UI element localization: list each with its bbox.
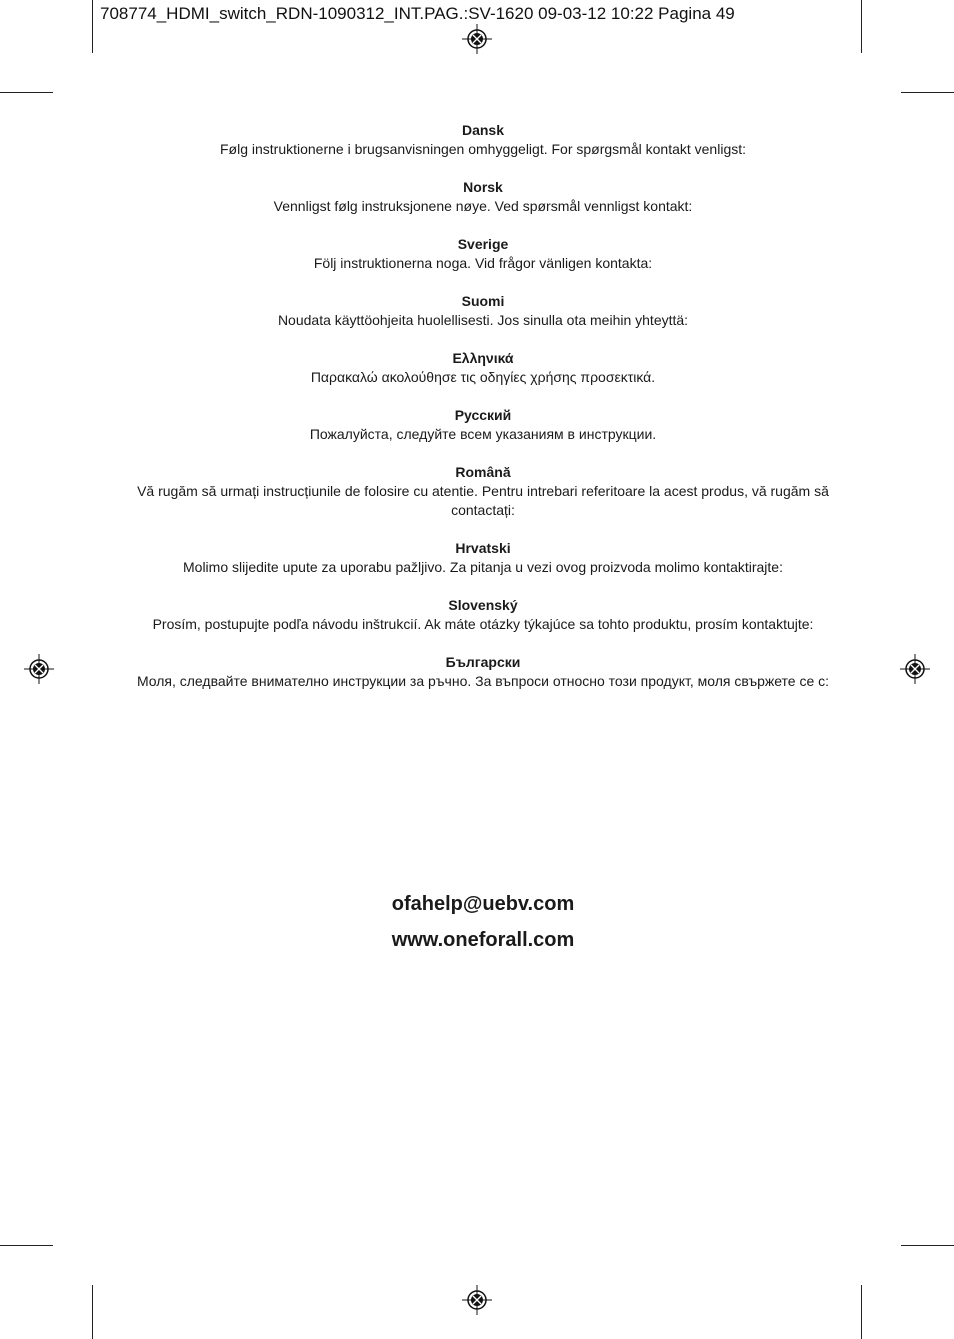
language-text: Пожалуйста, следуйте всем указаниям в инструкции. bbox=[309, 426, 657, 442]
language-instructions bbox=[130, 121, 836, 710]
language-text: Vă rugăm să urmați instrucțiunile de folosire cu atentie. Pentru intrebari referitoare la acest produs, vă rugăm să contactați: bbox=[137, 483, 829, 518]
contact-email: ofahelp@uebv.com bbox=[391, 893, 575, 915]
language-text: Vennligst følg instruksjonene nøye. Ved spørsmål vennligst kontakt: bbox=[273, 198, 693, 214]
language-heading: Русский bbox=[454, 407, 512, 423]
language-heading: Slovenský bbox=[448, 597, 518, 613]
section-bulgarian bbox=[130, 653, 836, 691]
language-heading: Dansk bbox=[461, 122, 505, 138]
language-heading: Hrvatski bbox=[455, 540, 511, 556]
language-heading: Română bbox=[455, 464, 511, 480]
registration-mark-icon bbox=[24, 654, 54, 684]
registration-mark-icon bbox=[900, 654, 930, 684]
language-text: Моля, следвайте внимателно инструкции за ръчно. За въпроси относно този продукт, моля свържете се с: bbox=[136, 673, 830, 689]
crop-mark bbox=[0, 92, 53, 93]
section-slovensky bbox=[130, 596, 836, 634]
language-text: Följ instruktionerna noga. Vid frågor vänligen kontakta: bbox=[313, 255, 653, 271]
language-text: Molimo slijedite upute za uporabu pažljivo. Za pitanja u vezi ovog proizvoda molimo kontaktirajte: bbox=[183, 559, 783, 575]
language-text: Prosím, postupujte podľa návodu inštrukcií. Ak máte otázky týkajúce sa tohto produktu, prosím kontaktujte: bbox=[152, 616, 814, 632]
language-heading: Suomi bbox=[461, 293, 505, 309]
crop-mark bbox=[92, 1285, 93, 1339]
registration-mark-icon bbox=[462, 1285, 492, 1315]
crop-mark bbox=[0, 1245, 53, 1246]
crop-mark bbox=[901, 1245, 954, 1246]
language-heading: Български bbox=[445, 654, 521, 670]
crop-mark bbox=[861, 1285, 862, 1339]
section-dansk bbox=[130, 121, 836, 159]
registration-mark-icon bbox=[462, 24, 492, 54]
section-suomi bbox=[130, 292, 836, 330]
print-slug: 708774_HDMI_switch_RDN-1090312_INT.PAG.:SV-1620 09-03-12 10:22 Pagina 49 bbox=[100, 4, 735, 23]
contact-website: www.oneforall.com bbox=[391, 929, 575, 951]
section-norsk bbox=[130, 178, 836, 216]
language-heading: Ελληνικά bbox=[452, 350, 514, 366]
language-text: Παρακαλώ ακολούθησε τις οδηγίες χρήσης προσεκτικά. bbox=[310, 369, 656, 385]
section-sverige bbox=[130, 235, 836, 273]
language-text: Følg instruktionerne i brugsanvisningen omhyggeligt. For spørgsmål kontakt venligst: bbox=[219, 141, 747, 157]
section-russian bbox=[130, 406, 836, 444]
section-hrvatski bbox=[130, 539, 836, 577]
section-romana bbox=[130, 463, 836, 520]
section-greek bbox=[130, 349, 836, 387]
crop-mark bbox=[901, 92, 954, 93]
language-heading: Sverige bbox=[457, 236, 509, 252]
crop-mark bbox=[861, 0, 862, 53]
language-heading: Norsk bbox=[463, 179, 503, 195]
language-text: Noudata käyttöohjeita huolellisesti. Jos sinulla ota meihin yhteyttä: bbox=[277, 312, 689, 328]
crop-mark bbox=[92, 0, 93, 53]
